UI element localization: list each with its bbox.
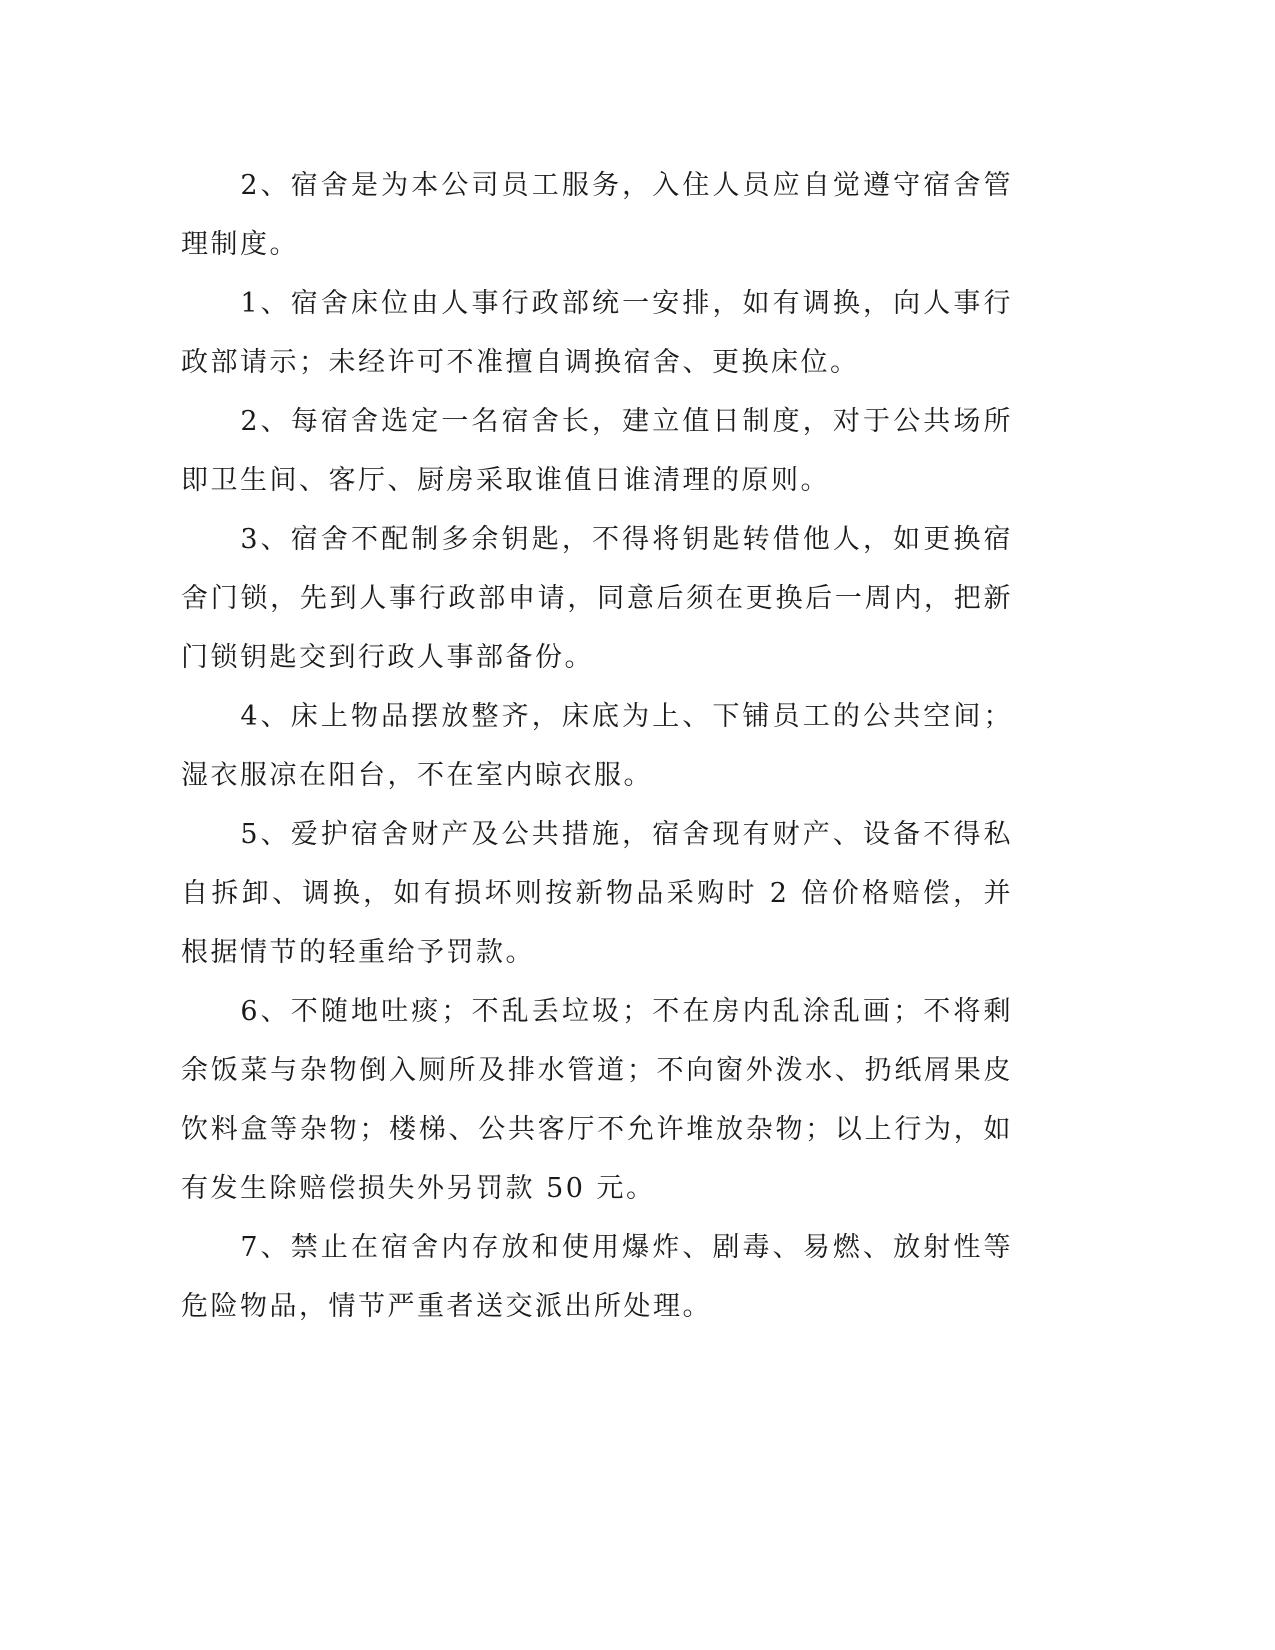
paragraph-rule-5: 5、爱护宿舍财产及公共措施，宿舍现有财产、设备不得私自拆卸、调换，如有损坏则按新物品采购时 2 倍价格赔偿，并根据情节的轻重给予罚款。 — [181, 819, 1013, 968]
paragraph-rule-2: 2、每宿舍选定一名宿舍长，建立值日制度，对于公共场所即卫生间、客厅、厨房采取谁值日谁清理的原则。 — [181, 406, 1013, 496]
paragraph-intro: 2、宿舍是为本公司员工服务，入住人员应自觉遵守宿舍管理制度。 — [181, 170, 1013, 260]
document-body — [181, 156, 1013, 1336]
paragraph-rule-7: 7、禁止在宿舍内存放和使用爆炸、剧毒、易燃、放射性等危险物品，情节严重者送交派出所处理。 — [181, 1232, 1013, 1322]
paragraph-rule-3: 3、宿舍不配制多余钥匙，不得将钥匙转借他人，如更换宿舍门锁，先到人事行政部申请，同意后须在更换后一周内，把新门锁钥匙交到行政人事部备份。 — [181, 524, 1013, 673]
paragraph-rule-1: 1、宿舍床位由人事行政部统一安排，如有调换，向人事行政部请示；未经许可不准擅自调换宿舍、更换床位。 — [181, 288, 1013, 378]
paragraph-rule-4: 4、床上物品摆放整齐，床底为上、下铺员工的公共空间；湿衣服凉在阳台，不在室内晾衣服。 — [181, 701, 1013, 791]
paragraph-rule-6: 6、不随地吐痰；不乱丢垃圾；不在房内乱涂乱画；不将剩余饭菜与杂物倒入厕所及排水管道；不向窗外泼水、扔纸屑果皮饮料盒等杂物；楼梯、公共客厅不允许堆放杂物；以上行为，如有发生除赔偿损失外另罚款 50 元。 — [181, 996, 1013, 1204]
